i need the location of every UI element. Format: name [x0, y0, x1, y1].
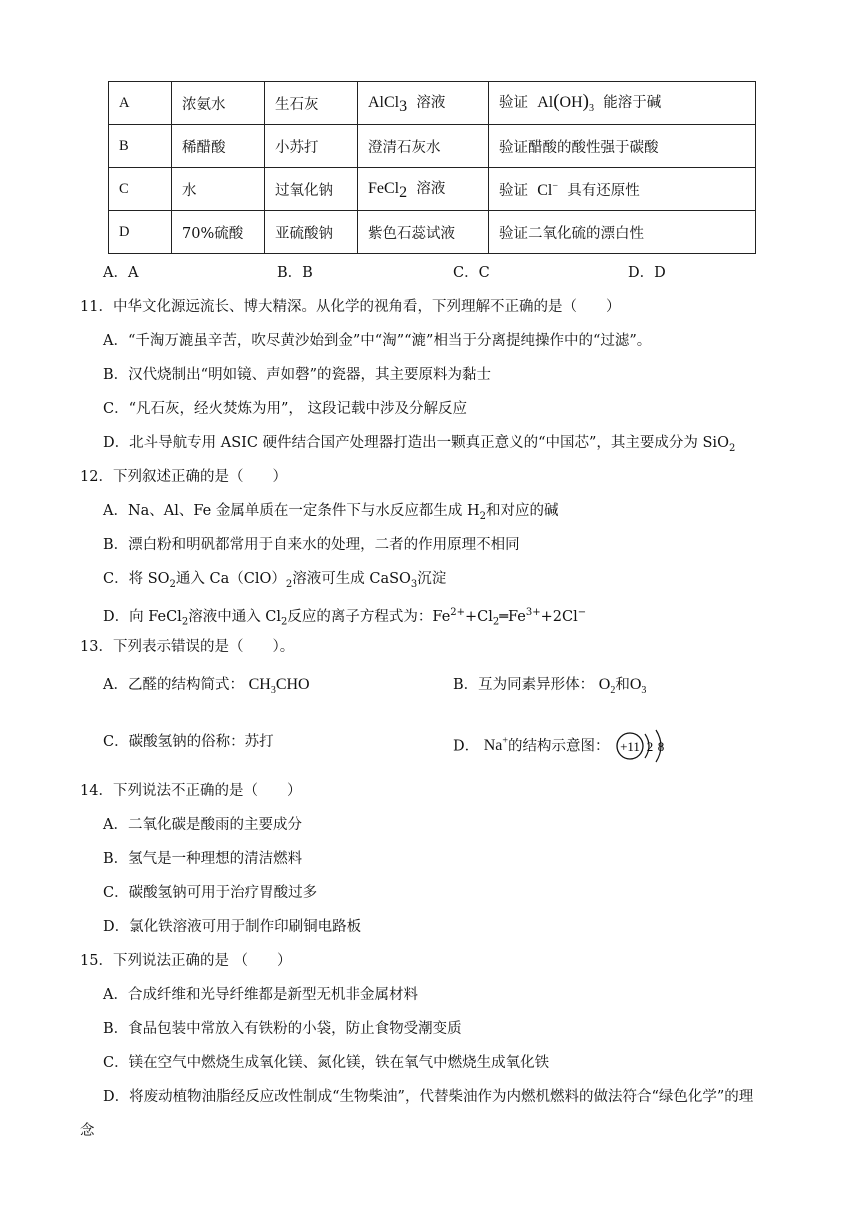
q14-option-b: B．氢气是一种理想的清洁燃料 — [103, 851, 303, 867]
reagent-c: 澄清石灰水 — [358, 125, 489, 168]
row-label: C — [109, 168, 172, 211]
formula: FeCl — [368, 179, 400, 197]
q15-option-a: A．合成纤维和光导纤维都是新型无机非金属材料 — [103, 987, 418, 1003]
option-text: 沉淀 — [417, 571, 447, 587]
table-row — [109, 125, 756, 168]
subscript: 3 — [270, 685, 276, 697]
prefix: 验证 — [499, 95, 528, 112]
subscript: 3 — [588, 103, 594, 115]
option-text: ═Fe — [499, 608, 526, 625]
reagent-a: 70%硫酸 — [172, 211, 265, 254]
purpose — [489, 168, 756, 211]
prefix: 验证 — [499, 182, 528, 199]
q13-stem: 13．下列表示错误的是（ ）。 — [80, 639, 295, 655]
q13-option-b — [453, 675, 646, 701]
q13-option-a — [103, 675, 310, 701]
ion — [484, 737, 508, 754]
formula-part: Al — [537, 94, 554, 112]
option-text: 的结构示意图： — [508, 738, 610, 755]
subscript: 2 — [492, 616, 500, 628]
q10-answer-b: B．B — [277, 265, 313, 281]
q11-option-a: A．“千淘万漉虽辛苦，吹尽黄沙始到金”中“淘”“漉”相当于分离提纯操作中的“过滤”。 — [103, 333, 652, 349]
charge: 3+ — [525, 607, 541, 618]
q14-stem: 14．下列说法不正确的是（ ） — [80, 783, 302, 799]
option-text: 溶液可生成 CaSO — [292, 571, 411, 587]
reagent-a: 浓氨水 — [172, 82, 265, 125]
subscript: 2 — [610, 685, 616, 697]
suffix: 溶液 — [416, 180, 446, 197]
reagent-b: 亚硫酸钠 — [265, 211, 358, 254]
option-text: C．将 SO — [103, 571, 170, 587]
purpose: 验证二氧化硫的漂白性 — [489, 211, 756, 254]
ion-symbol: Cl — [537, 181, 553, 199]
charge: 2+ — [450, 607, 466, 618]
row-label: B — [109, 125, 172, 168]
row-label: D — [109, 211, 172, 254]
purpose: 验证醋酸的酸性强于碳酸 — [489, 125, 756, 168]
option-text: D． — [453, 738, 480, 755]
q11-stem: 11．中华文化源远流长、博大精深。从化学的视角看，下列理解不正确的是（ ） — [80, 299, 621, 315]
q11-option-b: B．汉代烧制出“明如镜、声如磬”的瓷器，其主要原料为黏士 — [103, 367, 491, 383]
q12-option-d — [103, 603, 586, 633]
q14-option-d: D．氯化铁溶液可用于制作印刷铜电路板 — [103, 919, 362, 935]
option-text: 和对应的碱 — [486, 503, 559, 519]
reagent-a: 水 — [172, 168, 265, 211]
q13-option-d — [453, 722, 678, 766]
option-text: +Cl — [465, 608, 493, 625]
formula — [598, 676, 616, 697]
option-text: 通入 Ca（ClO） — [175, 571, 286, 587]
suffix: 溶液 — [416, 94, 446, 111]
formula: AlCl — [368, 93, 400, 111]
purpose — [489, 82, 756, 125]
q15-option-c: C．镁在空气中燃烧生成氧化镁、氮化镁，铁在氧气中燃烧生成氧化铁 — [103, 1055, 550, 1071]
option-text: 和 — [615, 677, 630, 693]
q10-answer-a: A．A — [103, 265, 139, 281]
q11-option-c: C．“凡石灰，经火焚炼为用”， 这段记载中涉及分解反应 — [103, 401, 468, 417]
ion-symbol: Na — [483, 737, 503, 755]
subscript: 2 — [728, 442, 736, 454]
nucleus-charge: +11 — [620, 739, 641, 755]
formula — [629, 676, 647, 697]
q10-answer-d: D．D — [628, 265, 666, 281]
shell-electron-count: 2 — [646, 739, 654, 755]
subscript: 2 — [285, 578, 293, 590]
option-text: D．北斗导航专用 ASIC 硬件结合国产处理器打造出一颗真正意义的“中国芯”，其主要成分为 SiO — [103, 435, 729, 451]
reagent-c — [358, 168, 489, 211]
option-text: 溶液中通入 Cl — [188, 608, 282, 625]
charge: + — [502, 736, 509, 747]
q14-option-c: C．碳酸氢钠可用于治疗胃酸过多 — [103, 885, 318, 901]
option-text: A．Na、Al、Fe 金属单质在一定条件下与水反应都生成 H — [103, 503, 480, 519]
formula-part: CHO — [275, 676, 310, 693]
formula — [248, 676, 310, 697]
subscript: 3 — [641, 685, 647, 697]
subscript: 2 — [281, 616, 288, 628]
reagent-a: 稀醋酸 — [172, 125, 265, 168]
row-label: A — [109, 82, 172, 125]
atom-structure-diagram — [614, 726, 678, 766]
reagent-b: 生石灰 — [265, 82, 358, 125]
suffix: 具有还原性 — [567, 182, 640, 199]
options-table — [108, 81, 756, 254]
charge: − — [552, 180, 558, 192]
reagent-b: 小苏打 — [265, 125, 358, 168]
ion — [537, 182, 558, 199]
q12-option-b: B．漂白粉和明矾都常用于自来水的处理，二者的作用原理不相同 — [103, 537, 520, 553]
option-text: +2Cl — [540, 608, 578, 625]
option-text: D．向 FeCl — [103, 608, 182, 625]
formula-part: O — [598, 676, 611, 693]
q12-option-a — [103, 501, 559, 527]
table-row — [109, 211, 756, 254]
suffix: 能溶于碱 — [603, 95, 662, 112]
table-row — [109, 168, 756, 211]
q15-option-d-continued: 念 — [80, 1123, 95, 1139]
q12-option-c — [103, 569, 446, 595]
charge: − — [577, 607, 587, 618]
q14-option-a: A．二氧化碳是酸雨的主要成分 — [103, 817, 302, 833]
q11-option-d — [103, 433, 735, 459]
subscript: 3 — [399, 97, 408, 115]
option-text: A．乙醛的结构简式： — [103, 677, 244, 693]
shell-electron-count: 8 — [657, 739, 665, 755]
option-text: 反应的离子方程式为：Fe — [287, 608, 451, 625]
reagent-c: 紫色石蕊试液 — [358, 211, 489, 254]
q15-stem: 15．下列说法正确的是 （ ） — [80, 953, 292, 969]
q15-option-b: B．食品包装中常放入有铁粉的小袋，防止食物受潮变质 — [103, 1021, 462, 1037]
formula-part: O — [629, 676, 642, 693]
formula-part: CH — [248, 676, 271, 693]
table-row — [109, 82, 756, 125]
subscript: 2 — [169, 578, 176, 590]
q13-option-c: C．碳酸氢钠的俗称：苏打 — [103, 734, 274, 750]
q12-stem: 12．下列叙述正确的是（ ） — [80, 469, 287, 485]
q15-option-d: D．将废动植物油脂经反应改性制成“生物柴油”，代替柴油作为内燃机燃料的做法符合“绿色化学”的理 — [103, 1089, 754, 1105]
subscript: 3 — [410, 578, 418, 590]
reagent-c — [358, 82, 489, 125]
formula: $Al(OH)_3$ — [537, 91, 594, 115]
subscript: 2 — [399, 183, 408, 201]
subscript: 2 — [479, 510, 486, 522]
q10-answer-c: C．C — [453, 265, 490, 281]
option-text: B．互为同素异形体： — [453, 677, 595, 693]
formula-part: OH — [559, 94, 583, 112]
reagent-b: 过氧化钠 — [265, 168, 358, 211]
subscript: 2 — [181, 616, 189, 628]
